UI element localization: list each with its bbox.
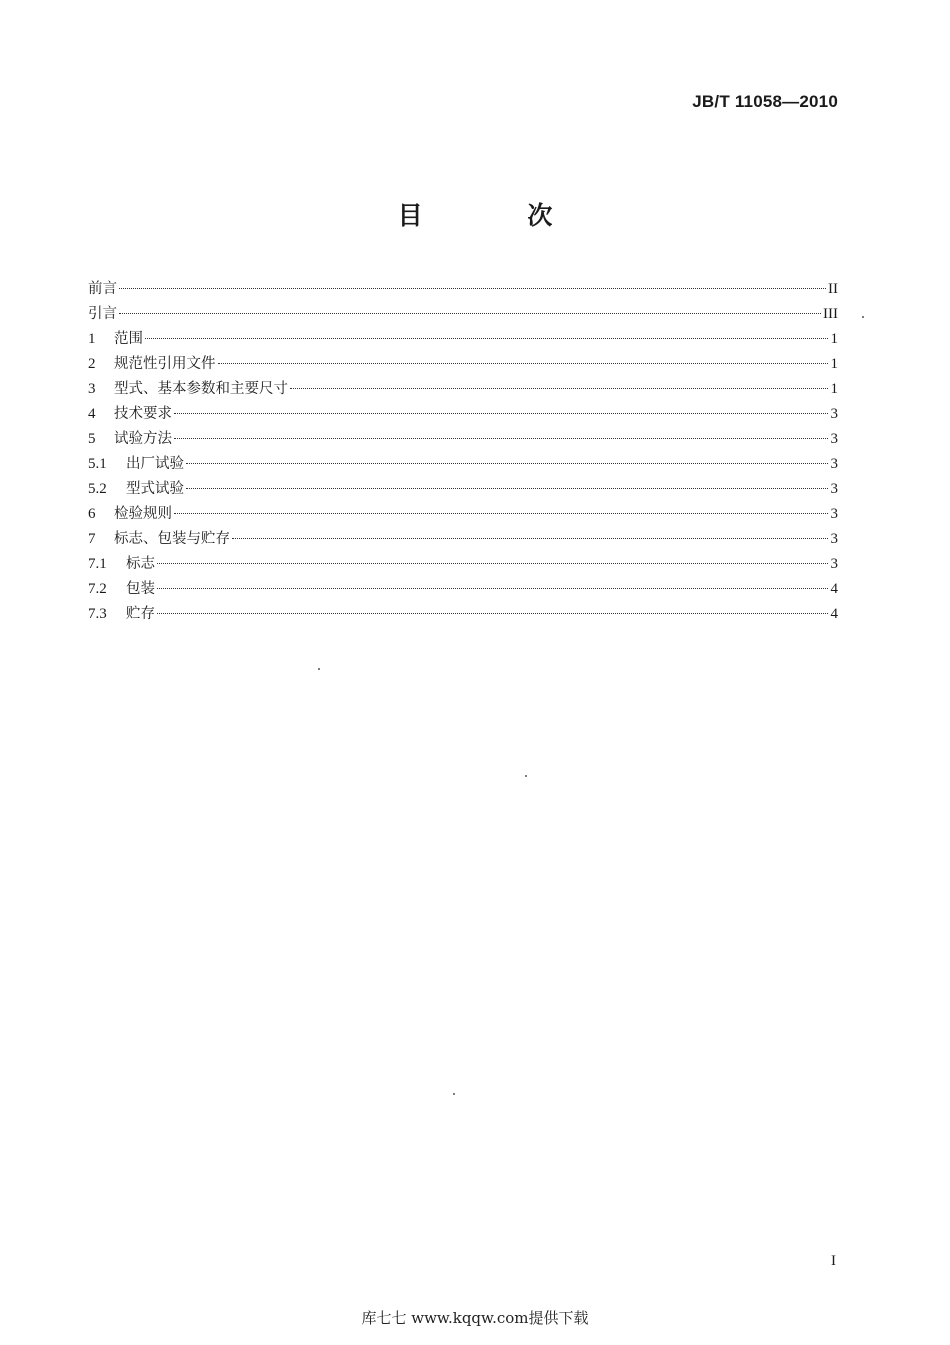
toc-entry-title: 试验方法 (114, 431, 172, 447)
toc-entry-title: 检验规则 (114, 506, 172, 522)
scan-speck (525, 775, 527, 777)
toc-entry[interactable] (88, 577, 838, 602)
toc-entry[interactable] (88, 602, 838, 627)
toc-dot-leader (174, 413, 828, 414)
toc-entry-number: 7.3 (88, 606, 107, 622)
toc-entry-title: 型式、基本参数和主要尺寸 (114, 381, 288, 397)
toc-dot-leader (174, 513, 828, 514)
toc-entry[interactable] (88, 327, 838, 352)
toc-entry[interactable] (88, 377, 838, 402)
toc-entry-page: 3 (830, 431, 838, 447)
toc-entry[interactable] (88, 552, 838, 577)
toc-entry[interactable] (88, 477, 838, 502)
toc-dot-leader (157, 613, 828, 614)
toc-dot-leader (218, 363, 829, 364)
toc-dot-leader (157, 563, 828, 564)
table-of-contents (88, 277, 838, 627)
toc-entry-number: 7.1 (88, 556, 107, 572)
toc-entry-page: 3 (830, 531, 838, 547)
toc-entry[interactable] (88, 452, 838, 477)
toc-entry-page: III (823, 306, 838, 322)
scan-speck (862, 316, 864, 318)
toc-entry-title: 标志、包装与贮存 (114, 531, 230, 547)
toc-dot-leader (145, 338, 828, 339)
standard-number: JB/T 11058—2010 (692, 92, 838, 111)
toc-entry-title: 规范性引用文件 (114, 356, 216, 372)
toc-dot-leader (186, 463, 828, 464)
toc-dot-leader (232, 538, 828, 539)
toc-entry[interactable] (88, 302, 838, 327)
toc-entry-title: 技术要求 (114, 406, 172, 422)
toc-entry-page: 3 (830, 406, 838, 422)
page-number: I (831, 1253, 836, 1269)
toc-dot-leader (119, 313, 821, 314)
toc-entry-number: 1 (88, 331, 96, 347)
toc-entry-title: 包装 (126, 581, 155, 597)
toc-entry[interactable] (88, 277, 838, 302)
toc-entry-number: 5.1 (88, 456, 107, 472)
toc-entry-page: 3 (830, 506, 838, 522)
toc-entry-number: 7 (88, 531, 96, 547)
toc-entry-number: 5 (88, 431, 96, 447)
toc-entry-page: 1 (830, 331, 838, 347)
toc-entry-title: 贮存 (126, 606, 155, 622)
footer-watermark: 库七七 www.kqqw.com提供下载 (361, 1309, 589, 1327)
toc-entry-title: 出厂试验 (126, 456, 184, 472)
scan-speck (453, 1093, 455, 1095)
toc-entry-number: 4 (88, 406, 96, 422)
toc-entry-number: 3 (88, 381, 96, 397)
toc-entry[interactable] (88, 527, 838, 552)
toc-entry-page: II (828, 281, 838, 297)
toc-entry-number: 2 (88, 356, 96, 372)
toc-entry[interactable] (88, 352, 838, 377)
toc-entry[interactable] (88, 427, 838, 452)
toc-entry-number: 6 (88, 506, 96, 522)
page-title: 目 次 (397, 201, 601, 230)
toc-dot-leader (119, 288, 826, 289)
toc-entry-page: 3 (830, 456, 838, 472)
toc-entry-page: 1 (830, 356, 838, 372)
toc-dot-leader (174, 438, 828, 439)
toc-entry-page: 4 (830, 606, 838, 622)
toc-entry-title: 型式试验 (126, 481, 184, 497)
toc-dot-leader (186, 488, 828, 489)
toc-dot-leader (290, 388, 828, 389)
toc-entry-title: 范围 (114, 331, 143, 347)
toc-entry-page: 3 (830, 481, 838, 497)
scan-speck (318, 668, 320, 670)
toc-entry-number: 5.2 (88, 481, 107, 497)
toc-entry-title: 标志 (126, 556, 155, 572)
toc-entry-title: 前言 (88, 281, 117, 297)
toc-entry[interactable] (88, 502, 838, 527)
toc-entry-page: 1 (830, 381, 838, 397)
toc-entry-page: 3 (830, 556, 838, 572)
toc-entry-number: 7.2 (88, 581, 107, 597)
toc-entry-title: 引言 (88, 306, 117, 322)
toc-entry-page: 4 (830, 581, 838, 597)
toc-entry[interactable] (88, 402, 838, 427)
toc-dot-leader (157, 588, 828, 589)
